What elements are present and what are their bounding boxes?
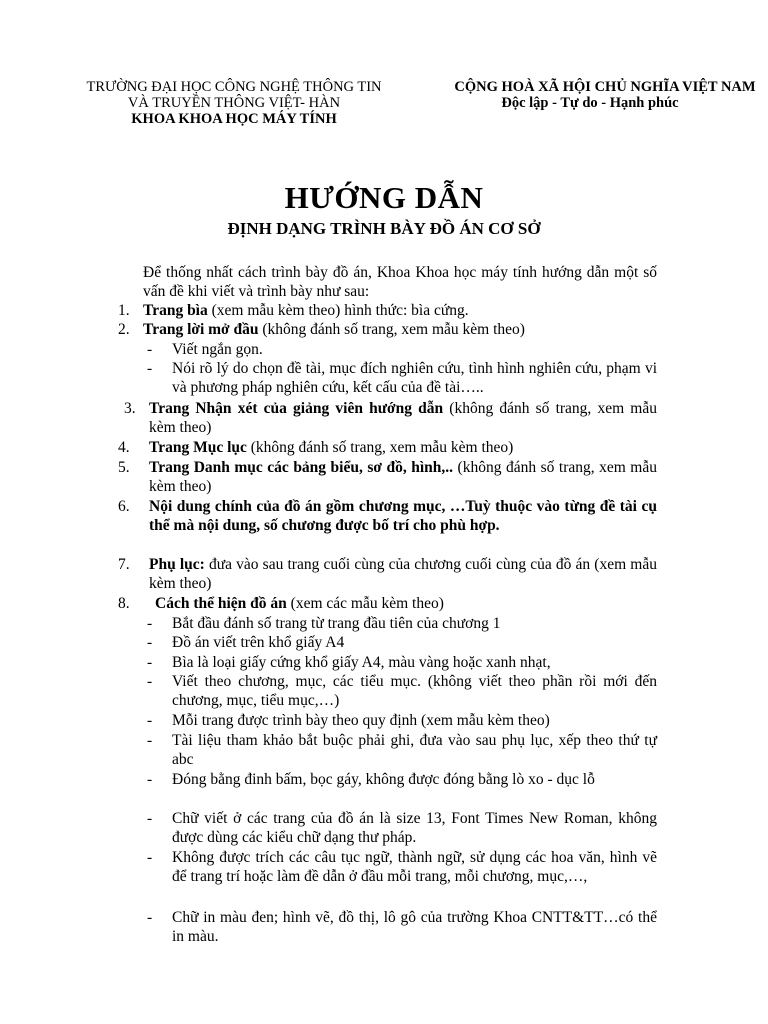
bullet-dash: - <box>147 673 153 690</box>
school-name-line1: TRƯỜNG ĐẠI HỌC CÔNG NGHỆ THÔNG TIN <box>86 79 382 95</box>
item-number: 8. <box>118 595 130 612</box>
country-name: CỘNG HOÀ XÃ HỘI CHỦ NGHĨA VIỆT NAM <box>454 79 756 95</box>
page-subtitle: ĐỊNH DẠNG TRÌNH BÀY ĐỒ ÁN CƠ SỞ <box>227 219 541 238</box>
sub-item: Không được trích các câu tục ngữ, thành ngữ, sử dụng các hoa văn, hình vẽ để trang trí hoặc làm đề dẫn ở đầu mỗi trang, mỗi chương, mục,…, <box>172 849 657 885</box>
item-heading: Phụ lục: <box>149 556 205 573</box>
item-number: 7. <box>118 556 130 573</box>
bullet-dash: - <box>147 810 153 827</box>
bullet-dash: - <box>147 360 153 377</box>
list-item <box>149 399 657 437</box>
sub-item: Nói rõ lý do chọn đề tài, mục đích nghiên cứu, tình hình nghiên cứu, phạm vi và phương pháp nghiên cứu, kết cấu của đề tài….. <box>172 360 657 396</box>
item-heading: Nội dung chính của đồ án gồm chương mục, …Tuỳ thuộc vào từng đề tài cụ thể mà nội dung, số chương được bố trí cho phù hợp. <box>149 498 657 534</box>
item-heading: Trang Danh mục các bảng biểu, sơ đồ, hình,.. <box>149 459 454 476</box>
list-item <box>149 497 657 535</box>
bullet-dash: - <box>147 909 153 926</box>
sub-item: Viết theo chương, mục, các tiểu mục. (không viết theo phần rồi mới đến chương, mục, tiểu mục,…) <box>172 673 657 709</box>
item-heading: Trang Mục lục <box>149 439 247 456</box>
item-text: (xem mẫu kèm theo) hình thức: bìa cứng. <box>207 302 469 319</box>
bullet-dash: - <box>147 771 153 788</box>
item-text: (không đánh số trang, xem mẫu kèm theo) <box>258 321 525 338</box>
bullet-dash: - <box>147 615 153 632</box>
item-number: 1. <box>118 302 130 319</box>
list-item <box>149 458 657 496</box>
bullet-dash: - <box>147 341 153 358</box>
item-text: đưa vào sau trang cuối cùng của chương cuối cùng của đồ án (xem mẫu kèm theo) <box>149 556 657 592</box>
list-item <box>149 555 657 593</box>
item-number: 2. <box>118 321 130 338</box>
motto: Độc lập - Tự do - Hạnh phúc <box>501 95 679 111</box>
sub-item: Mỗi trang được trình bày theo quy định (xem mẫu kèm theo) <box>172 712 550 729</box>
item-heading: Trang lời mở đầu <box>143 321 259 338</box>
item-text: (không đánh số trang, xem mẫu kèm theo) <box>246 439 514 456</box>
bullet-dash: - <box>147 849 153 866</box>
list-item <box>149 438 657 457</box>
item-number: 3. <box>124 400 136 417</box>
item-heading: Trang Nhận xét của giảng viên hướng dẫn <box>149 400 444 417</box>
sub-item: Tài liệu tham khảo bắt buộc phải ghi, đưa vào sau phụ lục, xếp theo thứ tự abc <box>172 732 657 768</box>
sub-item: Chữ viết ở các trang của đồ án là size 13, Font Times New Roman, không được dùng các kiểu chữ dạng thư pháp. <box>172 810 657 846</box>
sub-item: Đóng bằng đinh bấm, bọc gáy, không được đóng bằng lò xo - dục lỗ <box>172 771 595 788</box>
bullet-dash: - <box>147 712 153 729</box>
item-heading: Trang bìa <box>143 302 208 319</box>
bullet-dash: - <box>147 654 153 671</box>
school-name-line2: VÀ TRUYỀN THÔNG VIỆT- HÀN <box>127 95 341 111</box>
intro-paragraph: Để thống nhất cách trình bày đồ án, Khoa Khoa học máy tính hướng dẫn một số vấn đề khi viết và trình bày như sau: <box>143 264 657 300</box>
item-heading: Cách thể hiện đồ án <box>155 595 287 612</box>
list-item <box>143 320 657 339</box>
sub-item: Viết ngắn gọn. <box>172 341 263 358</box>
item-number: 5. <box>118 459 130 476</box>
sub-item: Đồ án viết trên khổ giấy A4 <box>172 634 345 651</box>
sub-item: Bắt đầu đánh số trang từ trang đầu tiên của chương 1 <box>172 615 501 632</box>
list-item <box>143 301 657 320</box>
page-title: HƯỚNG DẪN <box>284 180 484 215</box>
sub-item: Chữ in màu đen; hình vẽ, đồ thị, lô gô của trường Khoa CNTT&TT…có thể in màu. <box>172 909 657 945</box>
item-number: 4. <box>118 439 130 456</box>
bullet-dash: - <box>147 732 153 749</box>
list-item <box>155 594 657 613</box>
sub-item: Bìa là loại giấy cứng khổ giấy A4, màu vàng hoặc xanh nhạt, <box>172 654 551 671</box>
item-text: (không đánh số trang, xem mẫu kèm theo) <box>149 459 657 495</box>
item-text: (xem các mẫu kèm theo) <box>286 595 444 612</box>
item-text: (không đánh số trang, xem mẫu kèm theo) <box>149 400 657 436</box>
faculty-name: KHOA KHOA HỌC MÁY TÍNH <box>131 111 337 127</box>
item-number: 6. <box>118 498 130 515</box>
bullet-dash: - <box>147 634 153 651</box>
